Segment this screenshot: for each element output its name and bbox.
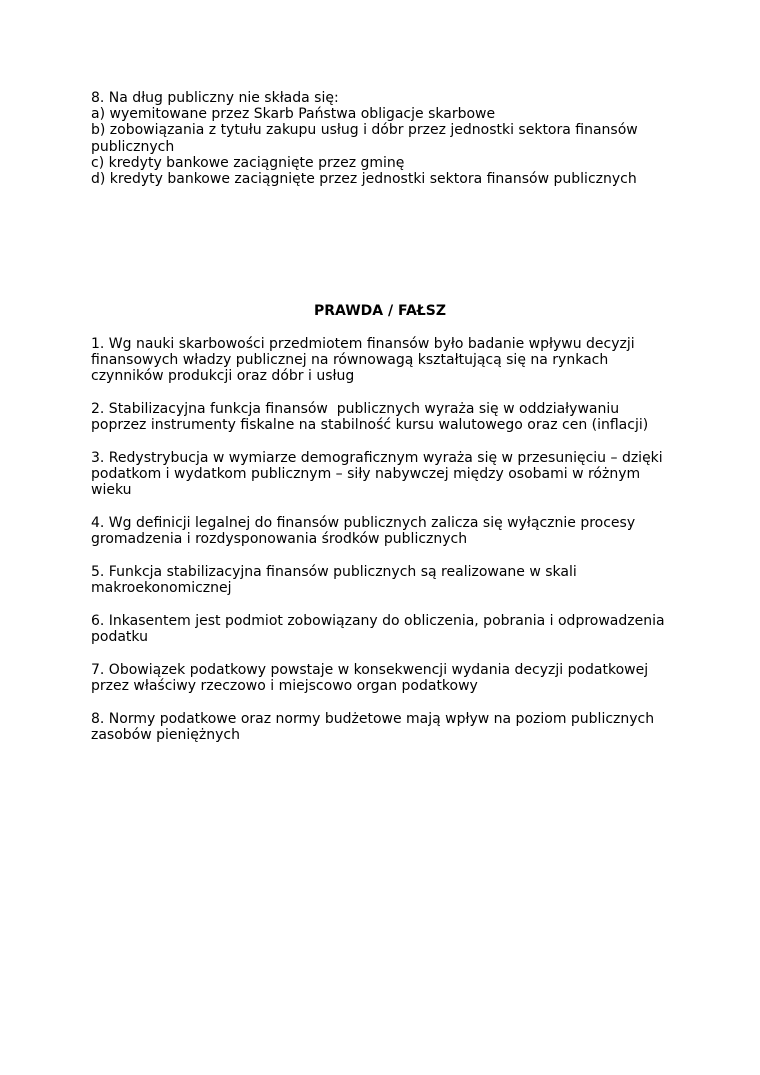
statement-line: wieku <box>91 482 132 499</box>
statement-3 <box>91 450 681 499</box>
answer-option-b: b) zobowiązania z tytułu zakupu usług i dóbr przez jednostki sektora finansów <box>91 122 638 139</box>
statement-line: 6. Inkasentem jest podmiot zobowiązany do obliczenia, pobrania i odprowadzenia <box>91 613 665 629</box>
statement-4 <box>91 515 681 547</box>
statement-line: podatku <box>91 629 148 646</box>
statement-7 <box>91 662 681 694</box>
statement-line: 5. Funkcja stabilizacyjna finansów publicznych są realizowane w skali <box>91 564 577 580</box>
answer-option-a: a) wyemitowane przez Skarb Państwa obligacje skarbowe <box>91 106 496 123</box>
statement-line: poprzez instrumenty fiskalne na stabilność kursu walutowego oraz cen (inflacji) <box>91 417 649 434</box>
statement-line: podatkom i wydatkom publicznym – siły nabywczej między osobami w różnym <box>91 466 641 483</box>
statement-line: 7. Obowiązek podatkowy powstaje w konsekwencji wydania decyzji podatkowej <box>91 662 649 678</box>
statement-line: czynników produkcji oraz dóbr i usług <box>91 368 355 385</box>
statement-2 <box>91 401 681 433</box>
statement-1 <box>91 336 681 385</box>
statement-line: przez właściwy rzeczowo i miejscowo organ podatkowy <box>91 678 478 695</box>
statement-line: finansowych władzy publicznej na równowagą kształtującą się na rynkach <box>91 352 609 369</box>
statement-line: 4. Wg definicji legalnej do finansów publicznych zalicza się wyłącznie procesy <box>91 515 636 531</box>
section-heading: PRAWDA / FAŁSZ <box>313 303 447 319</box>
statement-line: gromadzenia i rozdysponowania środków publicznych <box>91 531 468 548</box>
statement-8 <box>91 711 681 743</box>
statement-line: zasobów pieniężnych <box>91 727 240 744</box>
question-text: 8. Na dług publiczny nie składa się: <box>91 90 339 106</box>
statement-line: makroekonomicznej <box>91 580 232 597</box>
mc-question-8 <box>91 90 681 187</box>
statement-5 <box>91 564 681 596</box>
statement-line: 2. Stabilizacyjna funkcja finansów publicznych wyraża się w oddziaływaniu <box>91 401 620 417</box>
statement-line: 1. Wg nauki skarbowości przedmiotem finansów było badanie wpływu decyzji <box>91 336 635 352</box>
statement-line: 3. Redystrybucja w wymiarze demograficznym wyraża się w przesunięciu – dzięki <box>91 450 663 466</box>
answer-option-c: c) kredyty bankowe zaciągnięte przez gminę <box>91 154 405 171</box>
statement-6 <box>91 613 681 645</box>
statement-line: 8. Normy podatkowe oraz normy budżetowe mają wpływ na poziom publicznych <box>91 711 655 727</box>
answer-option-b-continued: publicznych <box>91 138 175 155</box>
answer-option-d: d) kredyty bankowe zaciągnięte przez jednostki sektora finansów publicznych <box>91 171 637 188</box>
